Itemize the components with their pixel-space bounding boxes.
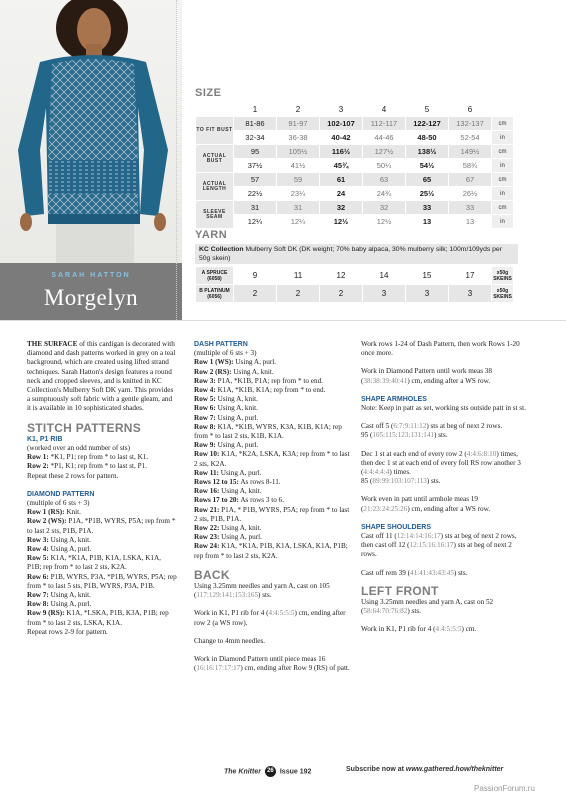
cell: 24 [320, 187, 363, 201]
back-p4 [194, 655, 354, 673]
pattern-row [194, 542, 354, 560]
sizes: 41:41:43:43:45 [409, 568, 454, 577]
stitch-patterns-heading: STITCH PATTERNS [27, 420, 142, 435]
cell: 12¼ [234, 215, 277, 229]
row-text: Using A, knit. [219, 487, 262, 496]
cell: 33 [406, 201, 449, 215]
k1p1-row2 [27, 462, 177, 471]
footer-magazine [224, 766, 311, 777]
row-label: Row 4: [194, 386, 216, 395]
size-table [195, 102, 514, 229]
cell: 11 [277, 267, 320, 285]
cell: 17 [449, 267, 492, 285]
cell: 122-127 [406, 117, 449, 131]
cell: 50¼ [363, 159, 406, 173]
text: 85 ( [361, 477, 373, 486]
size-col: 3 [320, 103, 363, 117]
cell: 13 [449, 215, 492, 229]
row-text: *P1, K1; rep from * to last st, P1. [48, 462, 147, 471]
unit-corner [492, 103, 514, 117]
text: Cast off rem 39 ( [361, 568, 410, 577]
k1p1-repeat: Repeat these 2 rows for pattern. [27, 471, 119, 480]
armholes-p2b [361, 477, 526, 486]
pattern-row [194, 450, 354, 468]
cell: 91-97 [277, 117, 320, 131]
unit-cell: in [492, 159, 514, 173]
row-text: P1A, *P1B, WYRS, P5A; rep from * to last 2 sts, P1B, P1A. [27, 517, 176, 535]
sizes: 12:15:16:16:17 [409, 541, 454, 550]
cardigan-photo [0, 0, 182, 263]
row-text: Using A, purl. [215, 441, 259, 450]
shoulders-p1 [361, 532, 526, 560]
text: ) sts. [407, 607, 421, 616]
row-text: Using A, purl. [48, 600, 92, 609]
shape-shoulders-heading: SHAPE SHOULDERS [361, 523, 432, 531]
text: ) cm, ending after a WS row. [407, 504, 491, 513]
row-label: Row 1 (RS): [27, 508, 65, 517]
pattern-row [194, 533, 354, 542]
column-1 [27, 340, 177, 637]
text: ) cm, ending after row 2 (a WS row). [194, 609, 346, 627]
row-label: Row 1 (WS): [194, 358, 234, 367]
pattern-row [27, 517, 177, 535]
pattern-row [27, 536, 177, 545]
dash-heading: DASH PATTERN [194, 341, 248, 348]
pattern-row [27, 545, 177, 554]
subscribe-text: Subscribe now at [346, 766, 406, 773]
pattern-row [194, 506, 354, 524]
row-label: ACTUAL BUST [196, 145, 234, 173]
cell: 26½ [449, 187, 492, 201]
size-corner [196, 103, 234, 117]
row-label: Row 22: [194, 524, 220, 533]
text: ) sts at beg of next 2 rows, then cast off 12 ( [361, 532, 517, 550]
yarn-details: Mulberry Soft DK (DK weight; 70% baby alpaca, 30% mulberry silk; 100m/109yds per 50g skein) [199, 246, 502, 262]
unit-cell: cm [492, 117, 514, 131]
text: ) cm, ending after a WS row. [407, 376, 491, 385]
title-banner [0, 263, 182, 320]
armholes-note: Note: Keep in patt as set, working sts outside patt in st st. [361, 404, 526, 413]
text: ) times, then dec 1 st at each end of every foll RS row another 3 ( [361, 449, 521, 477]
sizes: 105:115:123:131:141 [372, 431, 435, 440]
cell: 9 [234, 267, 277, 285]
horizontal-rule [0, 320, 566, 321]
pattern-row [194, 395, 354, 404]
cell: 52-54 [449, 131, 492, 145]
cell: 2 [234, 285, 277, 303]
size-heading: SIZE [195, 87, 222, 99]
cell: 13 [406, 215, 449, 229]
row-label: Row 23: [194, 533, 220, 542]
cell: 149½ [449, 145, 492, 159]
row-text: K1A, *K1B, K1A; rep from * to end. [215, 386, 326, 395]
cell: 45¾ [320, 159, 363, 173]
cell: 12 [320, 267, 363, 285]
unit-cell: cm [492, 145, 514, 159]
row-label: SLEEVE SEAM [196, 201, 234, 229]
row-text: Using A, knit. [215, 404, 258, 413]
pattern-row [194, 478, 354, 487]
row-text: K1A, *K1A, P1B, K1A, LSKA, K1A, P1B; rep from * to last 2 sts, K2A. [27, 554, 161, 572]
text: Work even in patt until armhole meas 19 ( [361, 495, 478, 513]
text: Work in Diamond Pattern until piece meas 16 ( [194, 655, 326, 673]
cell: 95 [234, 145, 277, 159]
diamond-until-text [361, 367, 526, 385]
row-label: Row 10: [194, 450, 220, 459]
size-col: 2 [277, 103, 320, 117]
row-text: Using A, knit. [215, 395, 258, 404]
size-col: 6 [449, 103, 492, 117]
dash-note: (multiple of 6 sts + 3) [194, 349, 257, 358]
intro-paragraph [27, 340, 177, 414]
cell: 15 [406, 267, 449, 285]
magazine-name: The Knitter [224, 768, 261, 776]
pattern-row [27, 600, 177, 609]
armholes-p3 [361, 495, 526, 513]
unit-cell: cm [492, 173, 514, 187]
row-label: TO FIT BUST [196, 117, 234, 145]
row-text: As rows 8-11. [238, 478, 281, 487]
size-col: 1 [234, 103, 277, 117]
row-text: Knit. [64, 508, 81, 517]
row-label: Row 16: [194, 487, 220, 496]
sizes: 4:4:4:4:4 [363, 468, 390, 477]
unit-cell: x50g SKEINS [492, 285, 514, 303]
cell: 127½ [363, 145, 406, 159]
size-col: 5 [406, 103, 449, 117]
pattern-row [27, 508, 177, 517]
vertical-dotted-divider [176, 0, 177, 320]
sizes: 4:4:6:8:10 [466, 449, 497, 458]
cell: 14 [363, 267, 406, 285]
yarn-label: B PLATINUM (6056) [196, 285, 234, 303]
pattern-row [27, 573, 177, 591]
row-text: P1A, *K1B, P1A; rep from * to end. [215, 376, 323, 385]
cell: 132-137 [449, 117, 492, 131]
sizes: 38:38:39:40:41 [363, 376, 408, 385]
sizes: 4:4:5:5:5 [268, 609, 295, 618]
cell: 81-86 [234, 117, 277, 131]
row-text: P1B, WYRS, P3A, *P1B, WYRS, P5A; rep from * to last 5 sts, P1B, WYRS, P3A, P1B. [27, 572, 177, 590]
designer-name: SARAH HATTON [51, 272, 131, 279]
row-label: Row 8: [27, 600, 49, 609]
cell: 37½ [234, 159, 277, 173]
cell: 31 [277, 201, 320, 215]
pattern-row [194, 423, 354, 441]
text: 95 ( [361, 431, 373, 440]
text: Work in K1, P1 rib for 4 ( [194, 609, 269, 618]
yarn-brand: KC Collection [199, 246, 244, 253]
row-text: Using A, knit. [48, 591, 91, 600]
column-2 [194, 340, 354, 683]
intro-text: of this cardigan is decorated with diamond and dash patterns worked in grey on a teal background, which are created using lifted strand techniques. Sarah Hatton's design features a round neck and cropped sleeves, and is knitted in KC Collection's Mulberry Soft DK yarn. This provides a sumptuously soft fabric with a gentle gleam, and it is available in 10 sophisticated shades. [27, 340, 176, 413]
text: Dec 1 st at each end of every row 2 ( [361, 449, 467, 458]
cell: 24¾ [363, 187, 406, 201]
unit-cell: cm [492, 201, 514, 215]
subscribe-link[interactable]: www.gathered.how/theknitter [405, 766, 504, 773]
cell: 58¾ [449, 159, 492, 173]
watermark: PassionForum.ru [474, 784, 535, 793]
cell: 102-107 [320, 117, 363, 131]
pattern-row [27, 609, 177, 627]
cell: 63 [363, 173, 406, 187]
pattern-row [194, 524, 354, 533]
dash-repeat-text: Work rows 1-24 of Dash Pattern, then work Rows 1-20 once more. [361, 340, 520, 358]
cell: 36-38 [277, 131, 320, 145]
cell: 3 [449, 285, 492, 303]
diamond-repeat: Repeat rows 2-9 for pattern. [27, 627, 108, 636]
row-label: Row 6: [194, 404, 216, 413]
sizes: 4:4:5:5:5 [435, 625, 462, 634]
pattern-row [27, 554, 177, 572]
yarn-heading: YARN [195, 229, 228, 241]
text: Work in K1, P1 rib for 4 ( [361, 625, 436, 634]
diamond-rows [27, 508, 177, 628]
cell: 3 [363, 285, 406, 303]
pattern-row [194, 414, 354, 423]
row-text: K1A, *K1B, WYRS, K3A, K1B, K1A; rep from * to last 2 sts, K1B, K1A. [194, 422, 342, 441]
cell: 67 [449, 173, 492, 187]
back-p1 [194, 582, 354, 600]
row-label: Row 2: [27, 462, 49, 471]
row-text: Using A, knit. [231, 367, 274, 376]
text: Work in Diamond Pattern until work meas 38 ( [361, 367, 492, 385]
size-col: 4 [363, 103, 406, 117]
row-label: Row 2 (RS): [194, 367, 232, 376]
sizes: 16:16:17:17:17 [196, 664, 241, 673]
dash-rows [194, 358, 354, 560]
row-text: As rows 3 to 6. [238, 496, 285, 505]
row-text: Using A, purl. [218, 468, 262, 477]
row-text: *K1, P1; rep from * to last st, K1. [48, 453, 149, 462]
cell: 138½ [406, 145, 449, 159]
text: ) sts. [434, 431, 448, 440]
diamond-note: (multiple of 6 sts + 3) [27, 499, 90, 508]
unit-cell: in [492, 215, 514, 229]
cell: 32 [320, 201, 363, 215]
row-label: Row 7: [27, 591, 49, 600]
row-label: Row 24: [194, 542, 220, 551]
k1p1-note: (worked over an odd number of sts) [27, 444, 130, 453]
row-label: Row 5: [27, 554, 49, 563]
cell: 65 [406, 173, 449, 187]
sizes: 6:7:9:11:12 [393, 422, 427, 431]
back-p3: Change to 4mm needles. [194, 636, 266, 645]
sizes: 58:64:70:76:82 [363, 607, 408, 616]
row-text: K1A, *LSKA, P1B, K3A, P1B; rep from * to last 2 sts, LSKA, K1A. [27, 609, 169, 627]
sizes: 12:14:14:16:17 [396, 532, 441, 541]
cell: 31 [234, 201, 277, 215]
row-text: K1A, *K1A, P1B, K1A, LSKA, K1A, P1B; rep from * to last 2 sts, K2A. [194, 542, 348, 560]
row-label: Row 1: [27, 453, 49, 462]
intro-lead: THE SURFACE [27, 340, 78, 348]
cell: 25½ [406, 187, 449, 201]
unit-cell: in [492, 131, 514, 145]
row-text: Using A, knit. [48, 535, 91, 544]
row-label: Row 2 (WS): [27, 517, 67, 526]
shape-armholes-heading: SHAPE ARMHOLES [361, 395, 427, 403]
pattern-row [194, 496, 354, 505]
page-number: 26 [265, 766, 276, 777]
sizes: 21:23:24:25:26 [363, 504, 408, 513]
row-text: Using A, purl. [233, 358, 277, 367]
cell: 32 [363, 201, 406, 215]
row-label: Row 21: [194, 505, 220, 514]
cell: 2 [320, 285, 363, 303]
row-text: Using A, knit. [219, 524, 262, 533]
cell: 3 [406, 285, 449, 303]
row-label: Row 8: [194, 422, 216, 431]
pattern-row [194, 441, 354, 450]
yarn-table [195, 266, 514, 303]
text: Cast off 11 ( [361, 532, 397, 541]
row-label: Row 6: [27, 572, 49, 581]
row-label: Rows 17 to 20: [194, 496, 239, 505]
text: ) cm. [461, 625, 477, 634]
row-text: Using A, purl. [48, 545, 92, 554]
cell: 54½ [406, 159, 449, 173]
row-text: K1A, *K2A, LSKA, K3A; rep from * to last 2 sts, K2A. [194, 450, 350, 468]
yarn-description [195, 244, 518, 264]
cell: 44-46 [363, 131, 406, 145]
left-front-heading: LEFT FRONT [361, 583, 439, 598]
sizes: 117:129:141:153:165 [196, 591, 259, 600]
k1p1-heading: K1, P1 RIB [27, 435, 63, 443]
row-label: Row 9: [194, 441, 216, 450]
pattern-row [194, 368, 354, 377]
pattern-row [27, 591, 177, 600]
pattern-row [194, 487, 354, 496]
pattern-title: Morgelyn [43, 285, 139, 310]
cell: 116½ [320, 145, 363, 159]
left-front-p2 [361, 625, 526, 634]
cell: 105½ [277, 145, 320, 159]
cell: 23¼ [277, 187, 320, 201]
cell: 22½ [234, 187, 277, 201]
pattern-row [194, 469, 354, 478]
text: Cast off 5 ( [361, 422, 394, 431]
back-heading: BACK [194, 567, 230, 582]
row-label: Row 11: [194, 468, 219, 477]
pattern-row [194, 358, 354, 367]
text: ) cm, ending after Row 9 (RS) of patt. [240, 664, 350, 673]
row-label: ACTUAL LENGTH [196, 173, 234, 201]
armholes-p1b [361, 431, 526, 440]
unit-cell: x50g SKEINS [492, 267, 514, 285]
cell: 33 [449, 201, 492, 215]
text: ) sts. [258, 591, 272, 600]
row-label: Row 4: [27, 545, 49, 554]
cell: 61 [320, 173, 363, 187]
cell: 57 [234, 173, 277, 187]
text: ) times. [389, 468, 411, 477]
issue-number: Issue 192 [279, 768, 312, 776]
cell: 12½ [363, 215, 406, 229]
armholes-p2 [361, 450, 526, 478]
cell: 59 [277, 173, 320, 187]
pattern-row [194, 377, 354, 386]
row-text: P1A, * P1B, WYRS, P5A; rep from * to last 2 sts, P1B, P1A. [194, 505, 350, 523]
row-label: Row 7: [194, 413, 216, 422]
row-text: Using A, purl. [219, 533, 262, 542]
cell: 41½ [277, 159, 320, 173]
cell: 12¼ [277, 215, 320, 229]
cell: 32-34 [234, 131, 277, 145]
row-label: Rows 12 to 15: [194, 478, 239, 487]
text: ) sts at beg of next 2 rows. [426, 422, 503, 431]
diamond-heading: DIAMOND PATTERN [27, 490, 95, 498]
armholes-p1 [361, 422, 526, 431]
back-p2 [194, 609, 354, 627]
row-label: Row 3: [27, 535, 49, 544]
row-label: Row 9 (RS): [27, 609, 65, 618]
row-label: Row 3: [194, 376, 216, 385]
cell: 12½ [320, 215, 363, 229]
cell: 40-42 [320, 131, 363, 145]
text: Using 3.25mm needles and yarn A, cast on 52 ( [361, 598, 494, 616]
pattern-row [194, 404, 354, 413]
pattern-row [194, 386, 354, 395]
column-3 [361, 340, 526, 644]
cell: 112-117 [363, 117, 406, 131]
cell: 2 [277, 285, 320, 303]
cell: 48-50 [406, 131, 449, 145]
row-text: Using A, purl. [215, 413, 259, 422]
text: Using 3.25mm needles and yarn A, cast on 105 ( [194, 582, 330, 600]
text: ) sts. [426, 477, 441, 486]
left-front-p1 [361, 598, 526, 616]
yarn-label: A SPRUCE (6058) [196, 267, 234, 285]
unit-cell: in [492, 187, 514, 201]
text: ) sts. [453, 568, 468, 577]
sizes: 89:99:103:107:113 [372, 477, 427, 486]
footer-subscribe [346, 766, 503, 773]
k1p1-row1 [27, 453, 177, 462]
shoulders-p2 [361, 569, 526, 578]
row-label: Row 5: [194, 395, 216, 404]
text: ) sts at beg of next 2 rows. [361, 541, 512, 559]
